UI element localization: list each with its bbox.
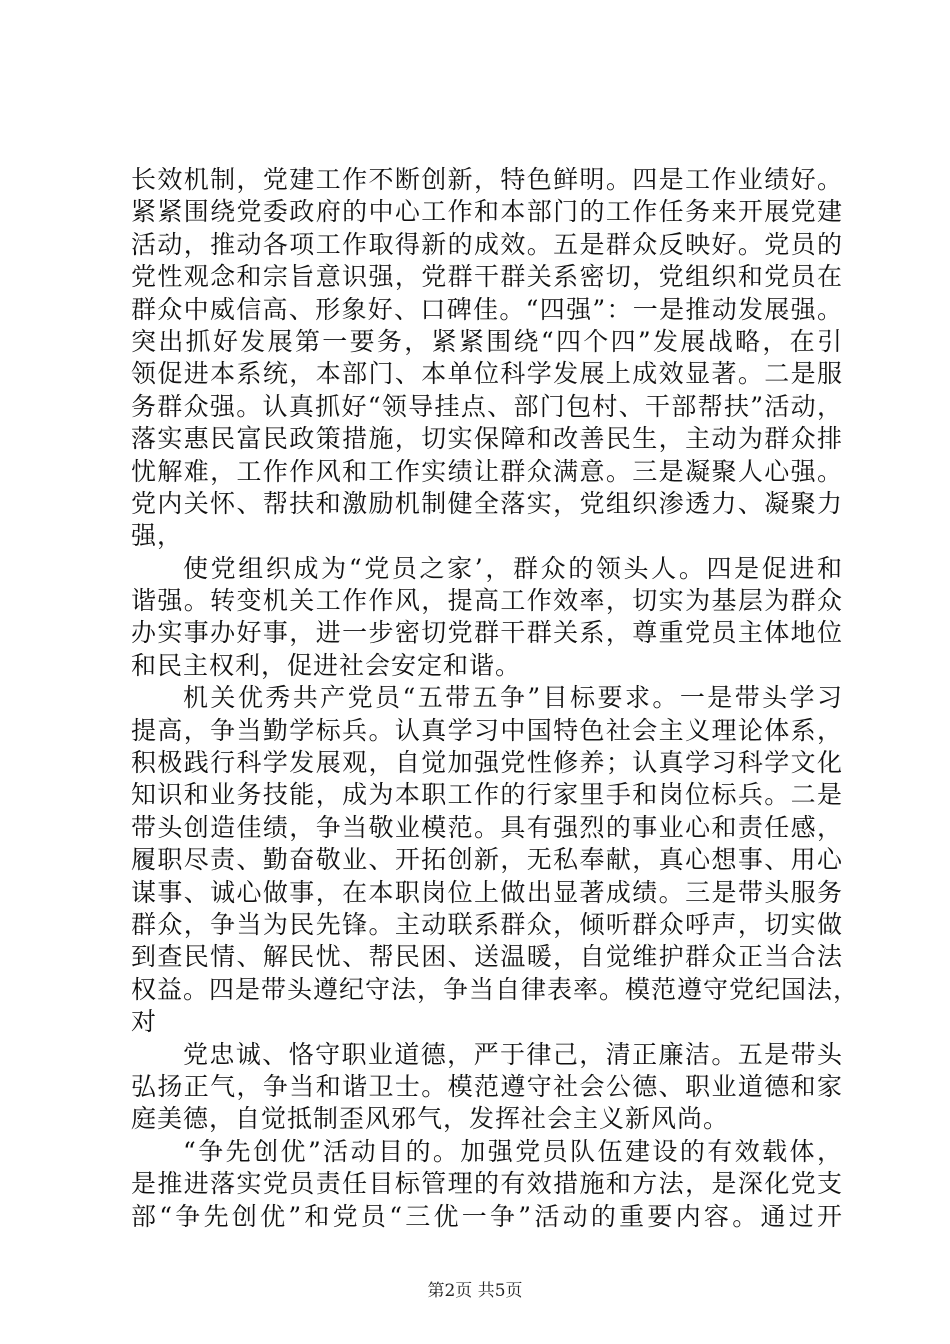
text-line: 知识和业务技能，成为本职工作的行家里手和岗位标兵。二是 — [131, 780, 843, 810]
text-line: 积极践行科学发展观，自觉加强党性修养；认真学习科学文化 — [131, 748, 843, 778]
page-footer: 第2页 共5页 — [427, 1281, 523, 1301]
text-line: 办实事办好事，进一步密切党群干群关系，尊重党员主体地位 — [131, 618, 843, 648]
document-body — [131, 164, 860, 1233]
text-line: 领促进本系统，本部门、本单位科学发展上成效显著。二是服 — [131, 359, 843, 389]
text-line: 落实惠民富民政策措施，切实保障和改善民生，主动为群众排 — [131, 424, 843, 454]
text-line: 履职尽责、勤奋敬业、开拓创新，无私奉献，真心想事、用心 — [131, 845, 843, 875]
text-line: 党性观念和宗旨意识强，党群干群关系密切，党组织和党员在 — [131, 262, 843, 292]
text-line: 部“争先创优”和党员“三优一争”活动的重要内容。通过开 — [131, 1201, 843, 1231]
text-line: 务群众强。认真抓好“领导挂点、部门包村、干部帮扶”活动， — [131, 391, 843, 421]
text-line: 突出抓好发展第一要务，紧紧围绕“四个四”发展战略，在引 — [131, 326, 843, 356]
text-line: 忧解难，工作作风和工作实绩让群众满意。三是凝聚人心强。 — [131, 456, 843, 486]
text-line: 机关优秀共产党员“五带五争”目标要求。一是带头学习 — [183, 683, 843, 713]
text-line: 对 — [131, 1007, 158, 1037]
text-line: 到查民情、解民忧、帮民困、送温暖，自觉维护群众正当合法 — [131, 942, 843, 972]
text-line: 强， — [131, 521, 184, 551]
text-line: 党内关怀、帮扶和激励机制健全落实，党组织渗透力、凝聚力 — [131, 488, 843, 518]
text-line: 是推进落实党员责任目标管理的有效措施和方法，是深化党支 — [131, 1169, 843, 1199]
text-line: 提高，争当勤学标兵。认真学习中国特色社会主义理论体系， — [131, 715, 843, 745]
text-line: 庭美德，自觉抵制歪风邪气，发挥社会主义新风尚。 — [131, 1104, 730, 1134]
text-line: 紧紧围绕党委政府的中心工作和本部门的工作任务来开展党建 — [131, 197, 843, 227]
text-line: 和民主权利，促进社会安定和谐。 — [131, 650, 522, 680]
text-line: 群众，争当为民先锋。主动联系群众，倾听群众呼声，切实做 — [131, 909, 843, 939]
text-line: 长效机制，党建工作不断创新，特色鲜明。四是工作业绩好。 — [131, 165, 843, 194]
text-line: 权益。四是带头遵纪守法，争当自律表率。模范遵守党纪国法， — [131, 974, 860, 1004]
text-line: 弘扬正气，争当和谐卫士。模范遵守社会公德、职业道德和家 — [131, 1071, 843, 1101]
text-line: 活动，推动各项工作取得新的成效。五是群众反映好。党员的 — [131, 229, 843, 259]
text-line: 群众中威信高、形象好、口碑佳。“四强”：一是推动发展强。 — [131, 294, 843, 324]
text-line: 带头创造佳绩，争当敬业模范。具有强烈的事业心和责任感， — [131, 812, 843, 842]
text-line: 党忠诚、恪守职业道德，严于律己，清正廉洁。五是带头 — [183, 1039, 843, 1069]
text-line: 谐强。转变机关工作作风，提高工作效率，切实为基层为群众 — [131, 586, 843, 616]
text-line: “争先创优”活动目的。加强党员队伍建设的有效载体， — [183, 1136, 843, 1166]
text-line: 谋事、诚心做事，在本职岗位上做出显著成绩。三是带头服务 — [131, 877, 843, 907]
text-line: 使党组织成为“党员之家’，群众的领头人。四是促进和 — [183, 553, 843, 583]
